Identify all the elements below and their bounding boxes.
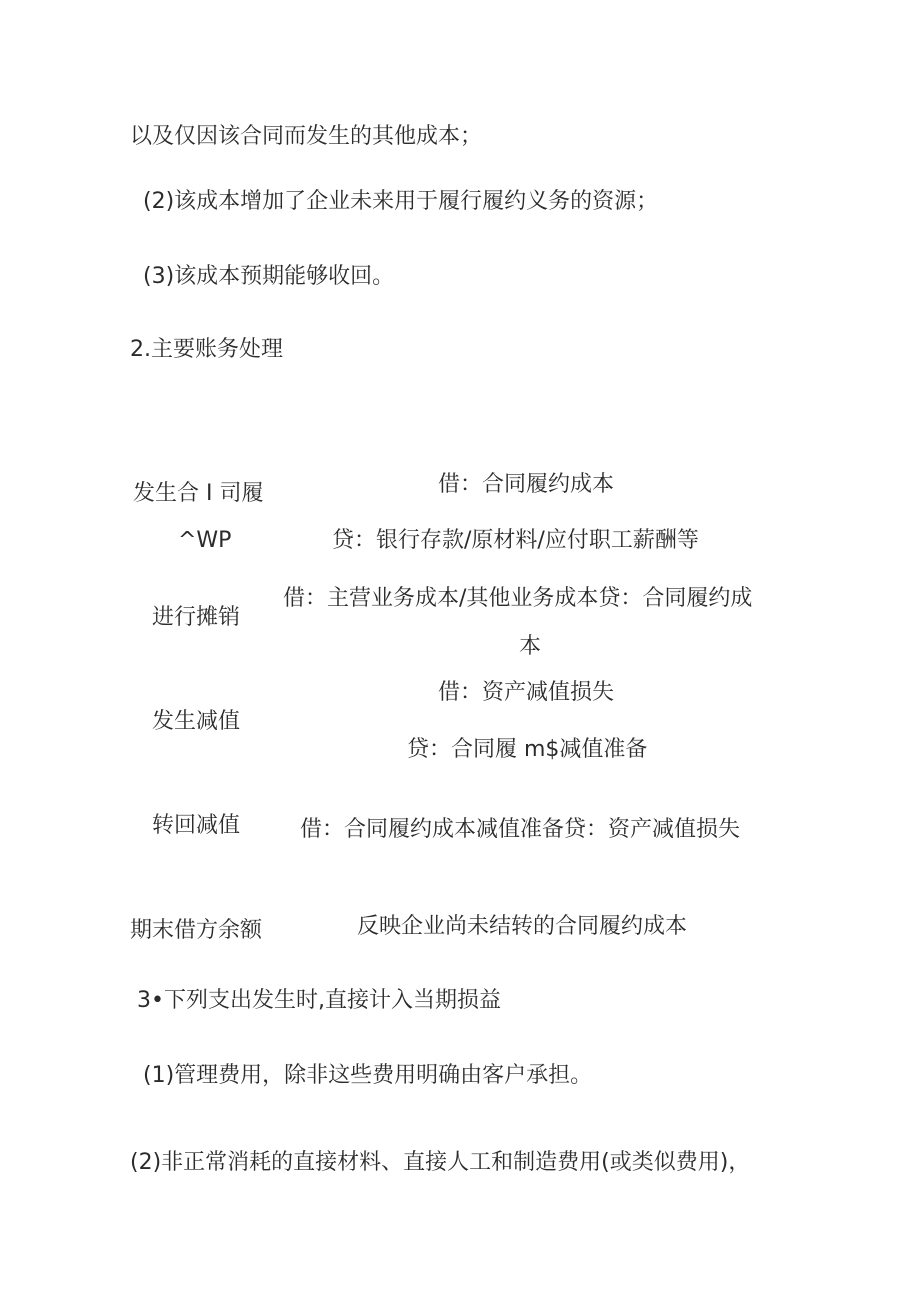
entry-occur-credit: 贷：银行存款/原材料/应付职工薪酬等 [332, 528, 699, 553]
entry-occur-debit: 借：合同履约成本 [438, 472, 615, 497]
heading-section-3: 3•下列支出发生时,直接计入当期损益 [137, 988, 501, 1013]
entry-label-occur: 发生合 I 司履 [133, 481, 264, 506]
entry-balance-text: 反映企业尚未结转的合同履约成本 [357, 914, 688, 939]
entry-reverse-text: 借：合同履约成本减值准备贷：资产减值损失 [300, 817, 741, 842]
entry-label-amort: 进行摊销 [152, 605, 241, 630]
paragraph-other-costs: 以及仅因该合同而发生的其他成本； [130, 124, 483, 149]
entry-label-impair: 发生减值 [152, 709, 241, 734]
entry-impair-credit: 贷：合同履 m$减值准备 [407, 737, 648, 762]
heading-main-accounting: 2.主要账务处理 [130, 337, 283, 362]
entry-label-occur-2: ^WP [178, 528, 232, 553]
paragraph-recoverable: (3)该成本预期能够收回。 [143, 264, 395, 289]
entry-impair-debit: 借：资产减值损失 [438, 680, 615, 705]
paragraph-admin-expenses: (1)管理费用，除非这些费用明确由客户承担。 [143, 1063, 593, 1088]
entry-label-reverse: 转回减值 [152, 813, 241, 838]
paragraph-increase-resources: (2)该成本增加了企业未来用于履行履约义务的资源； [143, 189, 659, 214]
paragraph-abnormal-consumption: (2)非正常消耗的直接材料、直接人工和制造费用(或类似费用)， [130, 1150, 751, 1175]
entry-label-balance: 期末借方余额 [130, 918, 263, 943]
entry-amort-line2: 本 [519, 634, 542, 659]
entry-amort-line1: 借：主营业务成本/其他业务成本贷：合同履约成 [283, 586, 753, 611]
